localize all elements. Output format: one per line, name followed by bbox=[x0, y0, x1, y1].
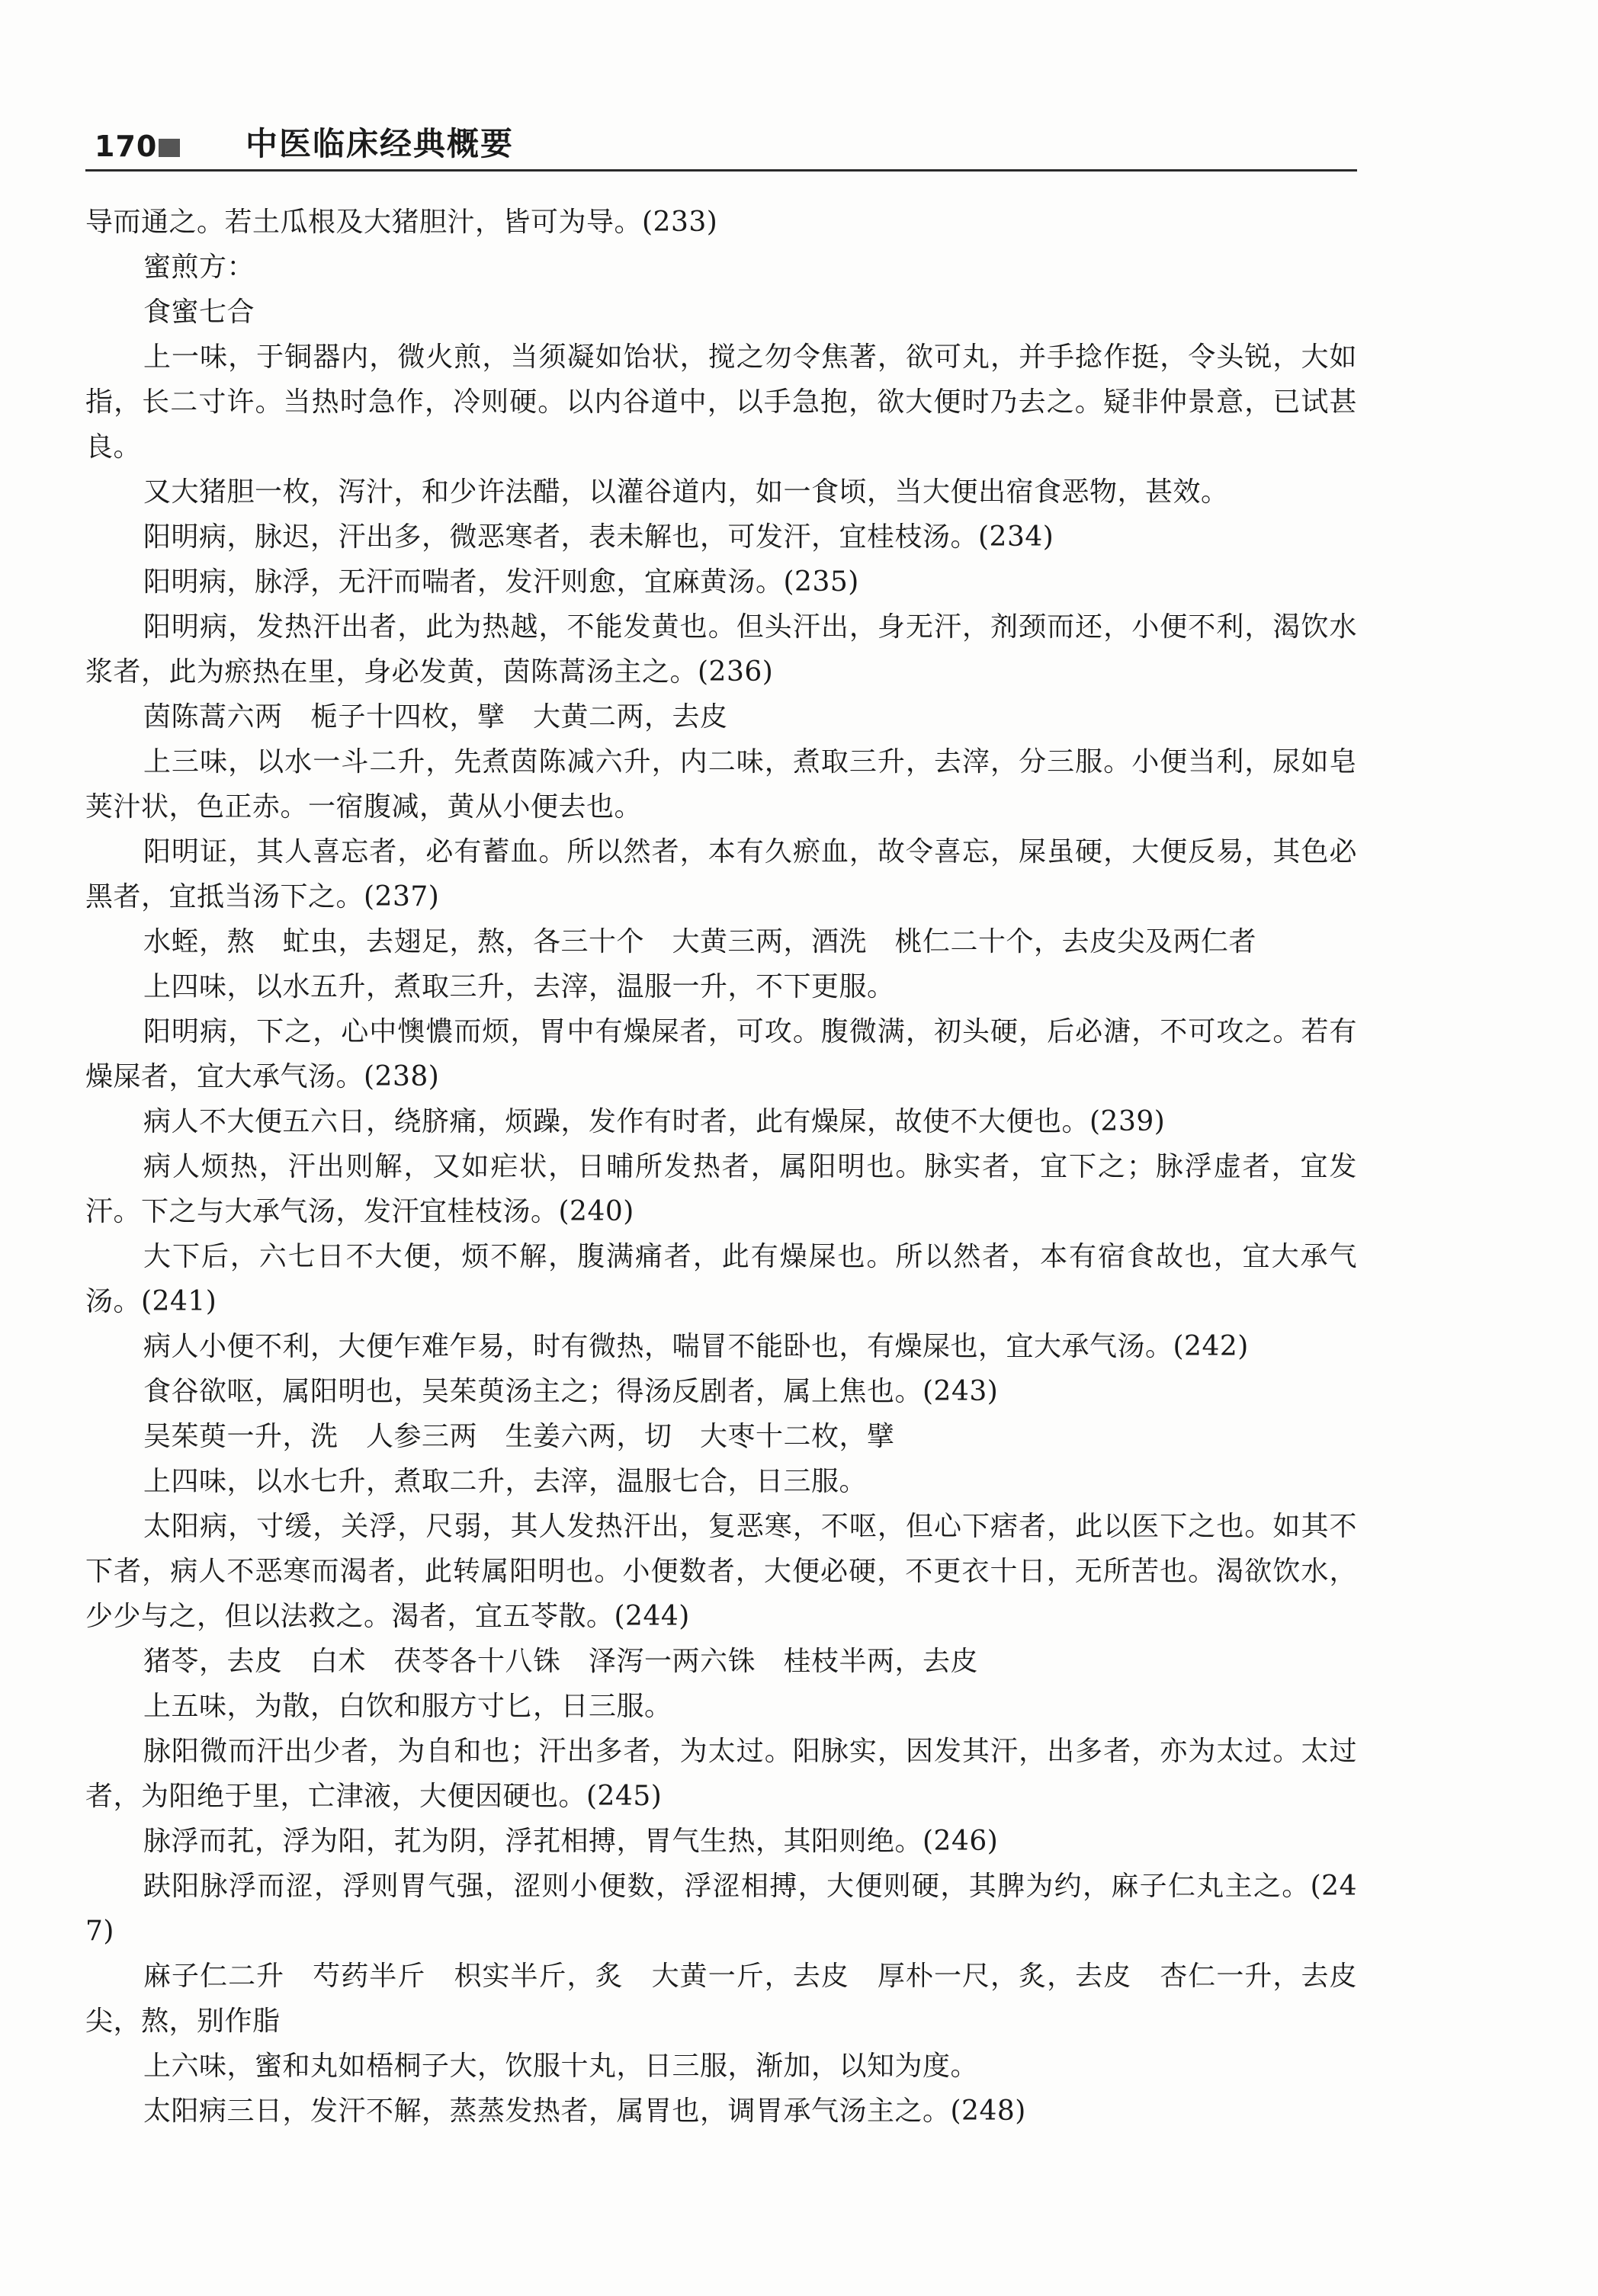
paragraph: 病人不大便五六日，绕脐痛，烦躁，发作有时者，此有燥屎，故使不大便也。(239) bbox=[143, 1106, 1166, 1137]
paragraph: 阳明证，其人喜忘者，必有蓄血。所以然者，本有久瘀血，故令喜忘，屎虽硬，大便反易，其色必黑者，宜抵当汤下之。(237) bbox=[85, 836, 1357, 912]
paragraph: 趺阳脉浮而涩，浮则胃气强，涩则小便数，浮涩相搏，大便则硬，其脾为约，麻子仁丸主之。(247) bbox=[85, 1871, 1357, 1947]
header-square-mark bbox=[159, 139, 180, 157]
paragraph: 病人小便不利，大便乍难乍易，时有微热，喘冒不能卧也，有燥屎也，宜大承气汤。(242) bbox=[143, 1331, 1249, 1362]
paragraph: 上一味，于铜器内，微火煎，当须凝如饴状，搅之勿令焦著，欲可丸，并手捻作挺，令头锐，大如指，长二寸许。当热时急作，冷则硬。以内谷道中，以手急抱，欲大便时乃去之。疑非仲景意，已试甚良。 bbox=[85, 342, 1357, 463]
paragraph: 水蛭，熬 虻虫，去翅足，熬，各三十个 大黄三两，酒洗 桃仁二十个，去皮尖及两仁者 bbox=[143, 926, 1257, 957]
running-head bbox=[85, 120, 1357, 172]
paragraph: 又大猪胆一枚，泻汁，和少许法醋，以灌谷道内，如一食顷，当大便出宿食恶物，甚效。 bbox=[143, 476, 1229, 508]
paragraph: 阳明病，脉迟，汗出多，微恶寒者，表未解也，可发汗，宜桂枝汤。(234) bbox=[143, 521, 1054, 553]
paragraph: 上五味，为散，白饮和服方寸匕，日三服。 bbox=[143, 1691, 672, 1722]
paragraph: 阳明病，下之，心中懊憹而烦，胃中有燥屎者，可攻。腹微满，初头硬，后必溏，不可攻之。若有燥屎者，宜大承气汤。(238) bbox=[85, 1016, 1357, 1092]
paragraph: 上四味，以水五升，煮取三升，去滓，温服一升，不下更服。 bbox=[143, 971, 895, 1002]
paragraph: 太阳病三日，发汗不解，蒸蒸发热者，属胃也，调胃承气汤主之。(248) bbox=[143, 2096, 1026, 2127]
paragraph: 蜜煎方： bbox=[143, 252, 255, 283]
paragraph: 脉阳微而汗出少者，为自和也；汗出多者，为太过。阳脉实，因发其汗，出多者，亦为太过。太过者，为阳绝于里，亡津液，大便因硬也。(245) bbox=[85, 1736, 1357, 1812]
paragraph: 吴茱萸一升，洗 人参三两 生姜六两，切 大枣十二枚，擘 bbox=[143, 1421, 895, 1452]
paragraph: 食谷欲呕，属阳明也，吴茱萸汤主之；得汤反剧者，属上焦也。(243) bbox=[143, 1376, 999, 1407]
paragraph: 导而通之。若土瓜根及大猪胆汁，皆可为导。(233) bbox=[85, 207, 718, 238]
paragraph: 麻子仁二升 芍药半斤 枳实半斤，炙 大黄一斤，去皮 厚朴一尺，炙，去皮 杏仁一升，去皮尖，熬，别作脂 bbox=[85, 1961, 1357, 2037]
paragraph: 病人烦热，汗出则解，又如疟状，日晡所发热者，属阳明也。脉实者，宜下之；脉浮虚者，宜发汗。下之与大承气汤，发汗宜桂枝汤。(240) bbox=[85, 1151, 1357, 1227]
paragraph: 脉浮而芤，浮为阳，芤为阴，浮芤相搏，胃气生热，其阳则绝。(246) bbox=[143, 1826, 999, 1857]
paragraph: 阳明病，发热汗出者，此为热越，不能发黄也。但头汗出，身无汗，剂颈而还，小便不利，渴饮水浆者，此为瘀热在里，身必发黄，茵陈蒿汤主之。(236) bbox=[85, 611, 1357, 688]
paragraph: 上六味，蜜和丸如梧桐子大，饮服十丸，日三服，渐加，以知为度。 bbox=[143, 2051, 979, 2082]
body-text bbox=[85, 200, 1357, 2134]
paragraph: 食蜜七合 bbox=[143, 297, 255, 328]
paragraph: 大下后，六七日不大便，烦不解，腹满痛者，此有燥屎也。所以然者，本有宿食故也，宜大承气汤。(241) bbox=[85, 1241, 1357, 1317]
paragraph: 茵陈蒿六两 栀子十四枚，擘 大黄二两，去皮 bbox=[143, 701, 728, 733]
paragraph: 猪苓，去皮 白术 茯苓各十八铢 泽泻一两六铢 桂枝半两，去皮 bbox=[143, 1646, 979, 1677]
page-number: 170 bbox=[95, 130, 158, 163]
paragraph: 阳明病，脉浮，无汗而喘者，发汗则愈，宜麻黄汤。(235) bbox=[143, 566, 859, 598]
paragraph: 太阳病，寸缓，关浮，尺弱，其人发热汗出，复恶寒，不呕，但心下痞者，此以医下之也。如其不下者，病人不恶寒而渴者，此转属阳明也。小便数者，大便必硬，不更衣十日，无所苦也。渴欲饮水，少少与之，但以法救之。渴者，宜五苓散。(244) bbox=[85, 1511, 1357, 1632]
paragraph: 上三味，以水一斗二升，先煮茵陈减六升，内二味，煮取三升，去滓，分三服。小便当利，尿如皂荚汁状，色正赤。一宿腹减，黄从小便去也。 bbox=[85, 746, 1357, 823]
book-title: 中医临床经典概要 bbox=[245, 125, 515, 162]
paragraph: 上四味，以水七升，煮取二升，去滓，温服七合，日三服。 bbox=[143, 1466, 868, 1497]
